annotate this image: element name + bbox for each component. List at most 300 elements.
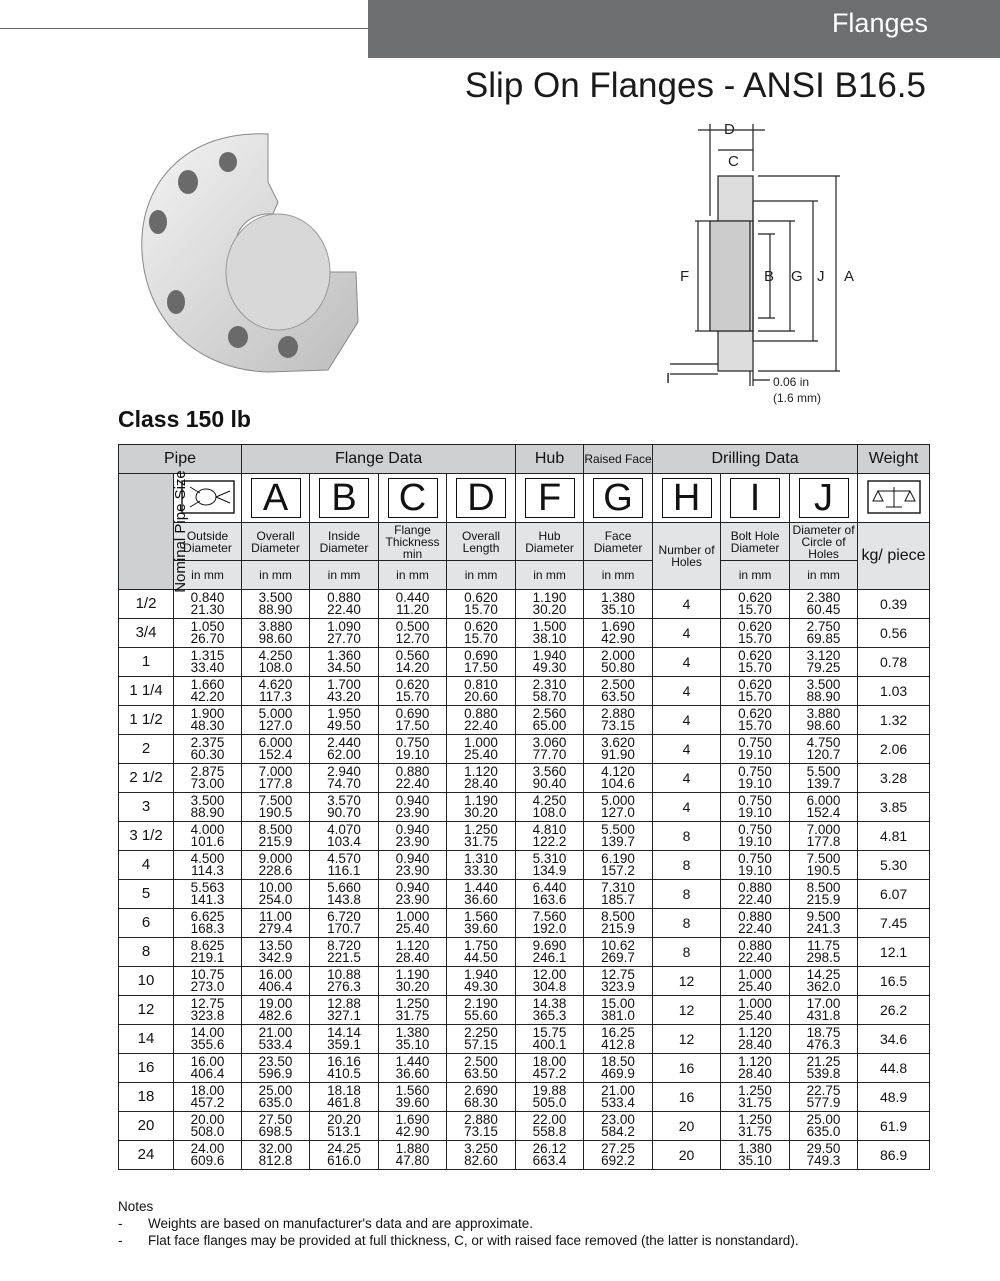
- value-in: 1.120: [395, 938, 430, 953]
- value-mm: 15.70: [738, 660, 772, 675]
- value-mm: 327.1: [327, 1008, 361, 1023]
- value-mm: 15.70: [738, 631, 772, 646]
- value-mm: 39.60: [464, 921, 498, 936]
- cell-j: [790, 967, 858, 996]
- cell-od: [174, 1054, 242, 1083]
- value-mm: 215.9: [601, 921, 635, 936]
- cell-b: [310, 1112, 379, 1141]
- note-item: - Weights are based on manufacturer's data and are approximate.: [118, 1215, 799, 1232]
- value-mm: 221.5: [327, 950, 361, 965]
- value-mm: 30.20: [464, 805, 498, 820]
- cell-holes: 20: [653, 1141, 721, 1170]
- value-in: 0.500: [395, 619, 430, 634]
- value-mm: 215.9: [258, 834, 293, 849]
- value-mm: 431.8: [806, 1008, 841, 1023]
- cell-j: [790, 619, 858, 648]
- group-flange-data: Flange Data: [242, 445, 516, 474]
- pipe-size-cell: 3/4: [119, 619, 174, 648]
- cell-g: [584, 1141, 653, 1170]
- cell-d: [447, 909, 516, 938]
- cell-d: [447, 1083, 516, 1112]
- pipe-size-cell: 2 1/2: [119, 764, 174, 793]
- value-mm: 22.40: [464, 718, 498, 733]
- cell-od: [174, 706, 242, 735]
- value-in: 9.690: [532, 938, 567, 953]
- cell-c: [379, 938, 447, 967]
- value-in: 16.00: [258, 967, 293, 982]
- value-in: 0.840: [190, 590, 225, 605]
- cell-c: [379, 880, 447, 909]
- value-in: 18.75: [806, 1025, 841, 1040]
- value-mm: 15.70: [464, 631, 498, 646]
- cell-j: [790, 764, 858, 793]
- value-in: 27.50: [258, 1112, 293, 1127]
- value-in: 15.75: [532, 1025, 567, 1040]
- cell-holes: 4: [653, 735, 721, 764]
- cell-od: [174, 996, 242, 1025]
- value-mm: 22.40: [327, 602, 361, 617]
- value-mm: 69.85: [806, 631, 841, 646]
- value-mm: 22.40: [738, 921, 772, 936]
- cell-c: [379, 1025, 447, 1054]
- value-mm: 116.1: [327, 863, 361, 878]
- cell-a: [242, 648, 310, 677]
- pipe-size-cell: 1 1/4: [119, 677, 174, 706]
- value-mm: 31.75: [395, 1008, 430, 1023]
- value-mm: 90.70: [327, 805, 361, 820]
- value-in: 8.500: [258, 822, 293, 837]
- note-item: - Flat face flanges may be provided at full thickness, C, or with raised face removed (the latter is nonstandard).: [118, 1232, 799, 1249]
- cell-g: [584, 822, 653, 851]
- value-in: 11.00: [259, 909, 292, 924]
- value-in: 1.250: [738, 1112, 772, 1127]
- cell-a: [242, 764, 310, 793]
- value-mm: 577.9: [806, 1095, 841, 1110]
- cell-holes: 8: [653, 880, 721, 909]
- cell-weight: 3.85: [858, 793, 930, 822]
- cell-a: [242, 735, 310, 764]
- value-mm: 12.70: [395, 631, 430, 646]
- value-mm: 533.4: [258, 1037, 293, 1052]
- value-in: 18.00: [190, 1083, 225, 1098]
- value-in: 20.00: [190, 1112, 225, 1127]
- value-in: 4.570: [327, 851, 361, 866]
- value-in: 10.88: [327, 967, 361, 982]
- value-mm: 77.70: [532, 747, 567, 762]
- dim-label-f: F: [680, 268, 690, 285]
- value-mm: 461.8: [327, 1095, 361, 1110]
- page-title: Slip On Flanges - ANSI B16.5: [464, 66, 926, 105]
- table-row: [119, 1141, 930, 1170]
- cell-f: [516, 880, 584, 909]
- cell-a: [242, 706, 310, 735]
- cell-weight: 3.28: [858, 764, 930, 793]
- value-mm: 79.25: [806, 660, 841, 675]
- cell-c: [379, 996, 447, 1025]
- cell-f: [516, 706, 584, 735]
- value-mm: 228.6: [258, 863, 293, 878]
- value-mm: 21.30: [190, 602, 225, 617]
- flange-dimensions-table: [118, 444, 930, 1170]
- cell-i: [721, 938, 790, 967]
- pipe-size-cell: 14: [119, 1025, 174, 1054]
- pipe-size-cell: 8: [119, 938, 174, 967]
- cell-b: [310, 706, 379, 735]
- table-row: [119, 590, 930, 619]
- desc-outside-diameter: Outside Diameter: [174, 523, 242, 561]
- value-in: 3.880: [806, 706, 841, 721]
- value-mm: 692.2: [601, 1153, 635, 1168]
- cell-weight: 16.5: [858, 967, 930, 996]
- cell-f: [516, 793, 584, 822]
- value-mm: 635.0: [258, 1095, 293, 1110]
- value-in: 1.000: [738, 967, 772, 982]
- value-mm: 185.7: [601, 892, 635, 907]
- value-mm: 25.40: [738, 1008, 772, 1023]
- value-mm: 30.20: [532, 602, 567, 617]
- value-mm: 14.20: [395, 660, 430, 675]
- cell-i: [721, 706, 790, 735]
- cell-weight: 0.78: [858, 648, 930, 677]
- cell-a: [242, 851, 310, 880]
- value-in: 3.120: [806, 648, 841, 663]
- cell-a: [242, 1025, 310, 1054]
- cell-i: [721, 822, 790, 851]
- cell-c: [379, 648, 447, 677]
- value-in: 1.690: [601, 619, 635, 634]
- dim-label-g: G: [791, 268, 803, 285]
- value-mm: 15.70: [738, 718, 772, 733]
- value-in: 0.620: [464, 590, 498, 605]
- cell-d: [447, 1141, 516, 1170]
- value-mm: 279.4: [258, 921, 293, 936]
- value-mm: 246.1: [532, 950, 567, 965]
- cell-holes: 8: [653, 851, 721, 880]
- cell-j: [790, 590, 858, 619]
- value-in: 1.120: [738, 1025, 772, 1040]
- cell-holes: 4: [653, 706, 721, 735]
- value-mm: 362.0: [806, 979, 841, 994]
- cell-i: [721, 996, 790, 1025]
- value-mm: 157.2: [601, 863, 635, 878]
- value-mm: 57.15: [464, 1037, 498, 1052]
- cell-j: [790, 677, 858, 706]
- value-in: 19.88: [532, 1083, 567, 1098]
- cell-a: [242, 619, 310, 648]
- cell-g: [584, 967, 653, 996]
- pipe-size-cell: 10: [119, 967, 174, 996]
- value-mm: 152.4: [258, 747, 293, 762]
- cell-c: [379, 822, 447, 851]
- value-mm: 469.9: [601, 1066, 635, 1081]
- cell-c: [379, 909, 447, 938]
- cell-i: [721, 590, 790, 619]
- value-in: 4.120: [601, 764, 635, 779]
- value-in: 4.500: [190, 851, 225, 866]
- value-mm: 38.10: [532, 631, 567, 646]
- value-in: 24.00: [190, 1141, 225, 1156]
- value-in: 5.660: [327, 880, 361, 895]
- cell-a: [242, 1112, 310, 1141]
- cell-j: [790, 1141, 858, 1170]
- value-mm: 33.40: [190, 660, 225, 675]
- value-mm: 103.4: [327, 834, 361, 849]
- cell-b: [310, 967, 379, 996]
- value-mm: 141.3: [190, 892, 225, 907]
- unit-label: in mm: [516, 561, 584, 590]
- cell-j: [790, 648, 858, 677]
- value-in: 1.560: [395, 1083, 430, 1098]
- cell-a: [242, 1141, 310, 1170]
- table-row: [119, 706, 930, 735]
- cell-c: [379, 590, 447, 619]
- cell-d: [447, 677, 516, 706]
- value-mm: 698.5: [258, 1124, 293, 1139]
- value-mm: 412.8: [601, 1037, 635, 1052]
- value-mm: 36.60: [464, 892, 498, 907]
- value-in: 20.20: [327, 1112, 361, 1127]
- cell-g: [584, 619, 653, 648]
- value-in: 1.000: [738, 996, 772, 1011]
- value-mm: 44.50: [464, 950, 498, 965]
- class-label: Class 150 lb: [118, 406, 251, 432]
- cell-f: [516, 909, 584, 938]
- value-in: 2.940: [327, 764, 361, 779]
- cell-f: [516, 677, 584, 706]
- cell-holes: 12: [653, 967, 721, 996]
- value-mm: 192.0: [532, 921, 567, 936]
- value-mm: 36.60: [395, 1066, 430, 1081]
- dim-label-b: B: [764, 268, 775, 285]
- value-mm: 457.2: [190, 1095, 225, 1110]
- value-in: 1.120: [738, 1054, 772, 1069]
- value-in: 2.190: [464, 996, 498, 1011]
- value-mm: 82.60: [464, 1153, 498, 1168]
- cell-f: [516, 590, 584, 619]
- cell-f: [516, 851, 584, 880]
- value-in: 1.690: [395, 1112, 430, 1127]
- value-mm: 49.50: [327, 718, 361, 733]
- value-mm: 177.8: [258, 776, 293, 791]
- value-in: 0.750: [738, 851, 772, 866]
- cell-weight: 48.9: [858, 1083, 930, 1112]
- value-in: 0.750: [738, 764, 772, 779]
- table-row: [119, 967, 930, 996]
- desc-flange-thickness: Flange Thickness min: [379, 523, 447, 561]
- value-in: 7.000: [258, 764, 293, 779]
- cell-f: [516, 938, 584, 967]
- value-in: 8.625: [190, 938, 225, 953]
- value-in: 1.440: [395, 1054, 430, 1069]
- value-mm: 48.30: [190, 718, 225, 733]
- value-mm: 31.75: [738, 1124, 772, 1139]
- table-row: [119, 619, 930, 648]
- cell-d: [447, 822, 516, 851]
- value-mm: 15.70: [738, 689, 772, 704]
- cell-f: [516, 996, 584, 1025]
- pipe-size-cell: 3: [119, 793, 174, 822]
- value-mm: 19.10: [738, 863, 772, 878]
- value-mm: 22.40: [738, 892, 772, 907]
- cell-g: [584, 735, 653, 764]
- value-in: 1.750: [464, 938, 498, 953]
- desc-bolt-hole-diameter: Bolt Hole Diameter: [721, 523, 790, 561]
- letter-i-header: I: [730, 478, 780, 518]
- value-mm: 26.70: [190, 631, 225, 646]
- cell-d: [447, 735, 516, 764]
- cell-od: [174, 619, 242, 648]
- cell-a: [242, 677, 310, 706]
- value-mm: 152.4: [806, 805, 841, 820]
- cell-od: [174, 648, 242, 677]
- dim-label-a: A: [844, 268, 855, 285]
- desc-inside-diameter: Inside Diameter: [310, 523, 379, 561]
- value-in: 5.000: [258, 706, 293, 721]
- value-in: 5.500: [806, 764, 841, 779]
- cell-c: [379, 706, 447, 735]
- value-in: 0.750: [738, 735, 772, 750]
- value-mm: 359.1: [327, 1037, 361, 1052]
- cell-i: [721, 1112, 790, 1141]
- value-mm: 635.0: [806, 1124, 841, 1139]
- value-in: 1.190: [532, 590, 567, 605]
- cell-od: [174, 851, 242, 880]
- cell-f: [516, 619, 584, 648]
- cell-b: [310, 764, 379, 793]
- group-hub: Hub: [516, 445, 584, 474]
- cell-d: [447, 590, 516, 619]
- value-mm: 558.8: [532, 1124, 567, 1139]
- desc-face-diameter: Face Diameter: [584, 523, 653, 561]
- cell-d: [447, 1112, 516, 1141]
- cell-c: [379, 793, 447, 822]
- raised-face-height-mm: (1.6 mm): [773, 391, 821, 405]
- value-mm: 28.40: [738, 1037, 772, 1052]
- value-mm: 616.0: [327, 1153, 361, 1168]
- value-in: 0.880: [395, 764, 430, 779]
- value-in: 3.620: [601, 735, 635, 750]
- value-in: 1.380: [395, 1025, 430, 1040]
- value-mm: 35.10: [738, 1153, 772, 1168]
- value-mm: 104.6: [601, 776, 635, 791]
- cell-d: [447, 880, 516, 909]
- value-in: 0.620: [395, 677, 430, 692]
- unit-label: in mm: [242, 561, 310, 590]
- value-mm: 584.2: [601, 1124, 635, 1139]
- unit-label: in mm: [379, 561, 447, 590]
- value-in: 23.00: [601, 1112, 635, 1127]
- value-in: 10.75: [190, 967, 225, 982]
- value-mm: 49.30: [532, 660, 567, 675]
- cell-f: [516, 1141, 584, 1170]
- header-rule: [0, 28, 368, 29]
- value-mm: 663.4: [532, 1153, 567, 1168]
- value-mm: 17.50: [464, 660, 498, 675]
- cell-weight: 86.9: [858, 1141, 930, 1170]
- cell-i: [721, 1025, 790, 1054]
- cell-b: [310, 619, 379, 648]
- value-in: 10.00: [258, 880, 293, 895]
- dim-label-j: J: [817, 268, 825, 285]
- flange-cross-section-diagram: [640, 116, 880, 416]
- cell-d: [447, 967, 516, 996]
- value-in: 0.880: [738, 880, 772, 895]
- scale-icon: [858, 474, 930, 523]
- desc-kg-per-piece: kg/ piece: [858, 523, 930, 590]
- cell-c: [379, 1141, 447, 1170]
- value-mm: 276.3: [327, 979, 361, 994]
- value-in: 11.75: [807, 938, 840, 953]
- value-in: 7.560: [532, 909, 567, 924]
- dim-label-c: C: [728, 153, 739, 170]
- cell-i: [721, 764, 790, 793]
- value-mm: 114.3: [191, 863, 224, 878]
- value-in: 2.880: [601, 706, 635, 721]
- value-in: 7.000: [806, 822, 841, 837]
- group-weight: Weight: [858, 445, 930, 474]
- value-mm: 23.90: [395, 834, 430, 849]
- cell-f: [516, 967, 584, 996]
- table-row: [119, 851, 930, 880]
- value-mm: 25.40: [738, 979, 772, 994]
- cell-i: [721, 851, 790, 880]
- cell-holes: 8: [653, 822, 721, 851]
- cell-g: [584, 880, 653, 909]
- value-mm: 15.70: [738, 602, 772, 617]
- cell-a: [242, 1054, 310, 1083]
- value-in: 9.500: [806, 909, 841, 924]
- cell-holes: 8: [653, 909, 721, 938]
- value-in: 1.380: [738, 1141, 772, 1156]
- value-in: 2.310: [532, 677, 567, 692]
- cell-i: [721, 967, 790, 996]
- cell-c: [379, 619, 447, 648]
- value-mm: 410.5: [327, 1066, 361, 1081]
- cell-i: [721, 1054, 790, 1083]
- cell-g: [584, 764, 653, 793]
- value-in: 0.880: [738, 938, 772, 953]
- value-mm: 20.60: [464, 689, 498, 704]
- value-in: 0.690: [464, 648, 498, 663]
- value-in: 2.690: [464, 1083, 498, 1098]
- group-drilling-data: Drilling Data: [653, 445, 858, 474]
- value-mm: 749.3: [806, 1153, 841, 1168]
- value-mm: 539.8: [806, 1066, 841, 1081]
- cell-c: [379, 851, 447, 880]
- cell-b: [310, 677, 379, 706]
- unit-label: in mm: [310, 561, 379, 590]
- value-in: 0.750: [738, 793, 772, 808]
- cell-j: [790, 1112, 858, 1141]
- cell-g: [584, 590, 653, 619]
- pipe-size-cell: 1: [119, 648, 174, 677]
- cell-i: [721, 1141, 790, 1170]
- value-mm: 19.10: [395, 747, 430, 762]
- cell-g: [584, 851, 653, 880]
- notes-heading: Notes: [118, 1199, 154, 1214]
- cell-weight: 1.03: [858, 677, 930, 706]
- value-mm: 15.70: [395, 689, 430, 704]
- cell-j: [790, 706, 858, 735]
- cell-g: [584, 706, 653, 735]
- value-in: 0.940: [395, 793, 430, 808]
- value-mm: 35.10: [395, 1037, 430, 1052]
- value-in: 14.38: [532, 996, 567, 1011]
- cell-weight: 4.81: [858, 822, 930, 851]
- value-in: 1.950: [327, 706, 361, 721]
- cell-holes: 12: [653, 1025, 721, 1054]
- dim-label-i: I: [666, 370, 671, 387]
